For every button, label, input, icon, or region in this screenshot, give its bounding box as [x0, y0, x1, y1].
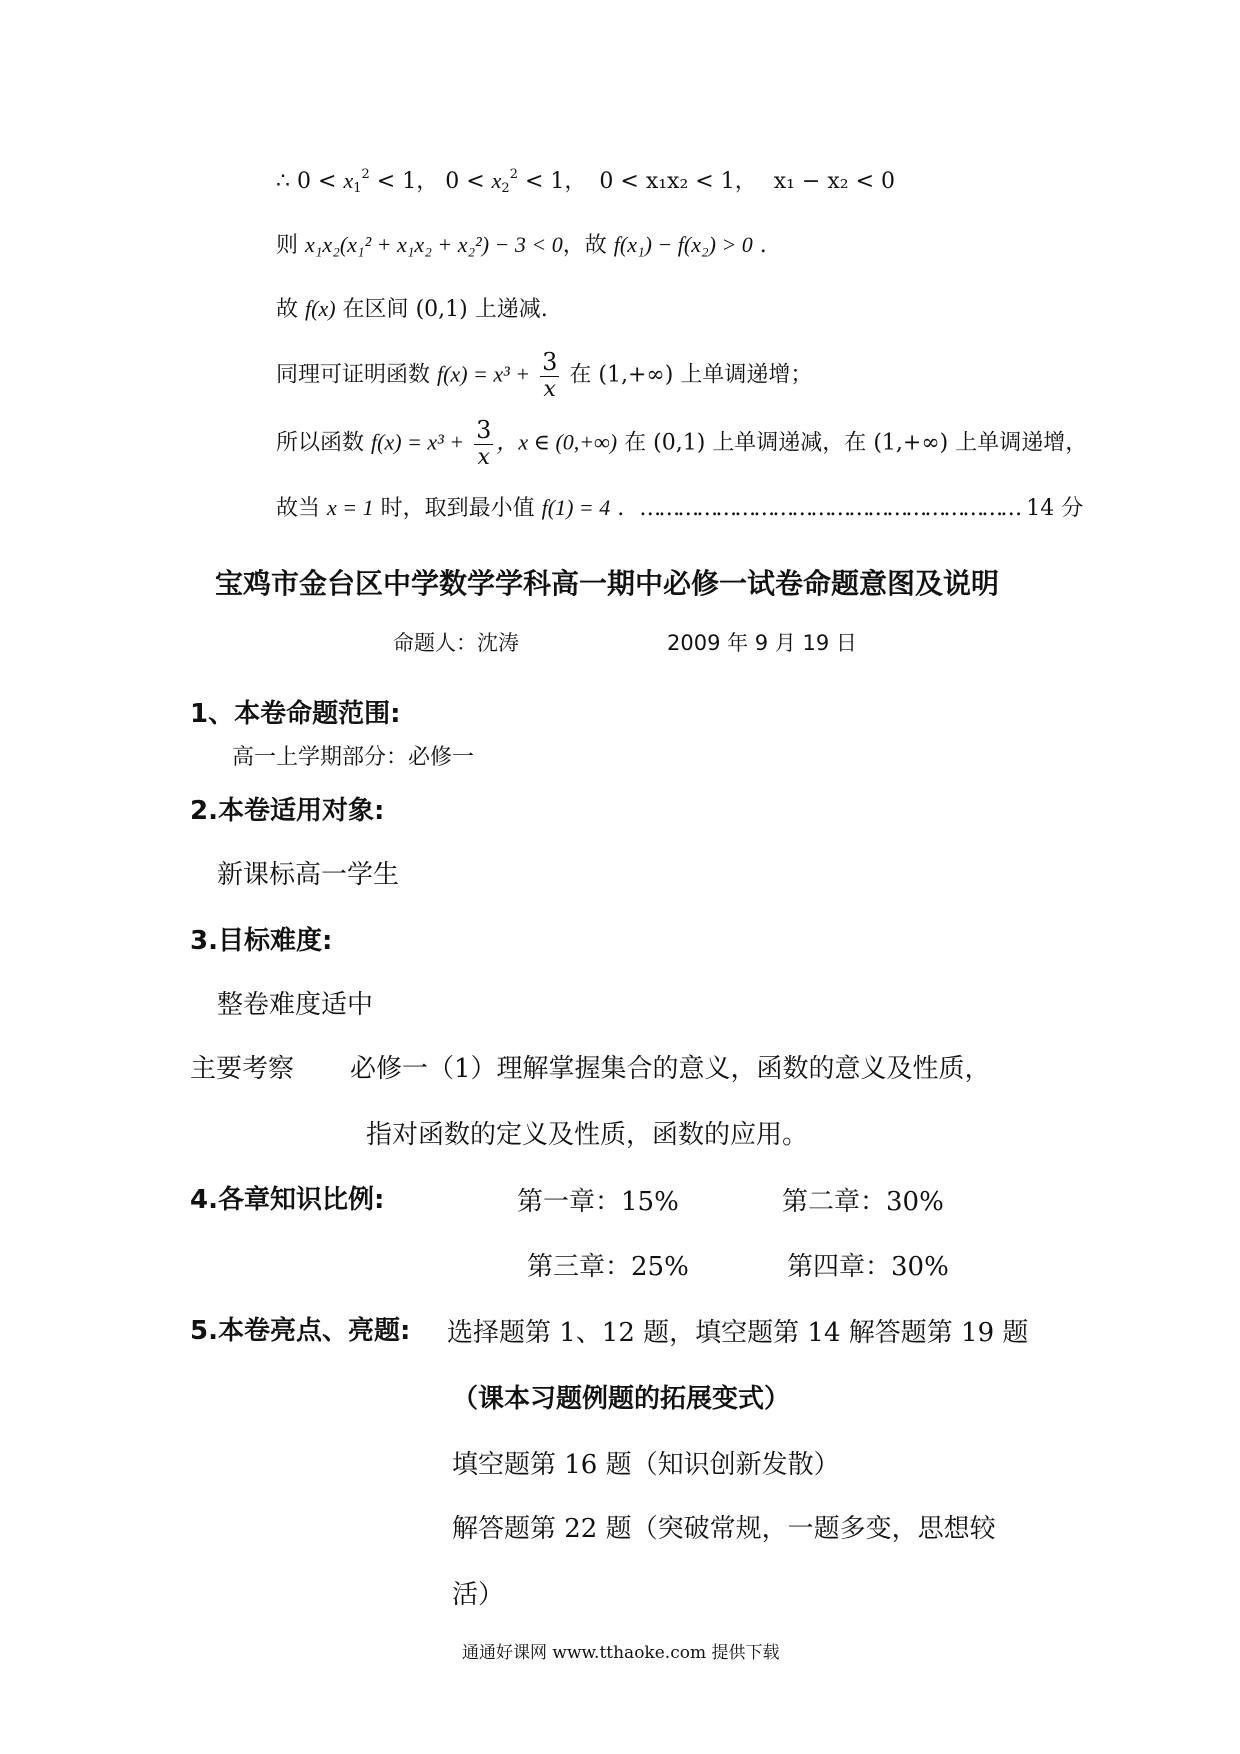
fraction: $\frac{3}{x}$	[542, 348, 558, 402]
proof-line-1: ∴ $0 < x_1^2 < 1$， $0 < x_2^2 < 1$， 0 < x₁x₂ < 1， x₁ − x₂ < 0	[276, 167, 895, 196]
dot-leader: ……………………………………………………	[639, 496, 1020, 521]
chapter-3-ratio: 第三章：25%	[527, 1252, 689, 1282]
therefore-symbol: ∴	[276, 169, 290, 194]
date: 2009 年 9 月 19 日	[667, 631, 857, 655]
proof-line-2: 则 x₁x₂(x₁² + x₁x₂ + x₂²) − 3 < 0，故 f(x₁) − f(x₂) > 0 .	[276, 232, 767, 258]
section-2-body: 新课标高一学生	[217, 860, 400, 890]
author: 命题人：沈涛	[393, 631, 519, 655]
chapter-2-ratio: 第二章：30%	[782, 1187, 944, 1217]
highlight-line-1: 选择题第 1、12 题，填空题第 14 解答题第 19 题	[447, 1318, 1029, 1348]
main-focus-label: 主要考察	[190, 1054, 295, 1084]
score-label: 14 分	[1026, 496, 1084, 521]
proof-line-4: 同理可证明函数 f(x) = x³ + $\frac{3}{x}$ 在 (1,+∞) 上单调递增；	[276, 348, 813, 402]
section-1-heading: 1、本卷命题范围:	[190, 699, 401, 729]
highlight-line-4: 解答题第 22 题（突破常规，一题多变，思想较	[452, 1514, 996, 1544]
section-4-heading: 4.各章知识比例:	[190, 1185, 385, 1215]
section-1-body: 高一上学期部分：必修一	[232, 745, 475, 770]
fraction: $\frac{3}{x}$	[476, 416, 492, 470]
proof-line-6: 故当 x = 1 时，取到最小值 f(1) = 4 . …………………………………………………… 14 分	[276, 495, 1084, 521]
footer-text: 通通好课网 www.tthaoke.com 提供下载	[462, 1643, 780, 1663]
highlight-line-5: 活）	[452, 1580, 505, 1610]
proof-line-3: 故 f(x) 在区间 (0,1) 上递减.	[276, 296, 548, 322]
section-3-heading: 3.目标难度:	[190, 926, 333, 956]
highlight-line-2: （课本习题例题的拓展变式）	[452, 1384, 791, 1414]
section-3-body: 整卷难度适中	[217, 990, 374, 1020]
page-title: 宝鸡市金台区中学数学学科高一期中必修一试卷命题意图及说明	[215, 567, 1000, 600]
main-focus-line-2: 指对函数的定义及性质，函数的应用。	[366, 1120, 809, 1150]
chapter-1-ratio: 第一章：15%	[517, 1187, 679, 1217]
section-5-heading: 5.本卷亮点、亮题:	[190, 1316, 411, 1346]
chapter-4-ratio: 第四章：30%	[787, 1252, 949, 1282]
section-2-heading: 2.本卷适用对象:	[190, 796, 385, 826]
highlight-line-3: 填空题第 16 题（知识创新发散）	[452, 1450, 840, 1480]
main-focus-line-1: 必修一（1）理解掌握集合的意义，函数的意义及性质，	[350, 1054, 991, 1084]
proof-line-5: 所以函数 f(x) = x³ + $\frac{3}{x}$ ，x ∈ (0,+∞) 在 (0,1) 上单调递减，在 (1,+∞) 上单调递增，	[276, 416, 1088, 470]
